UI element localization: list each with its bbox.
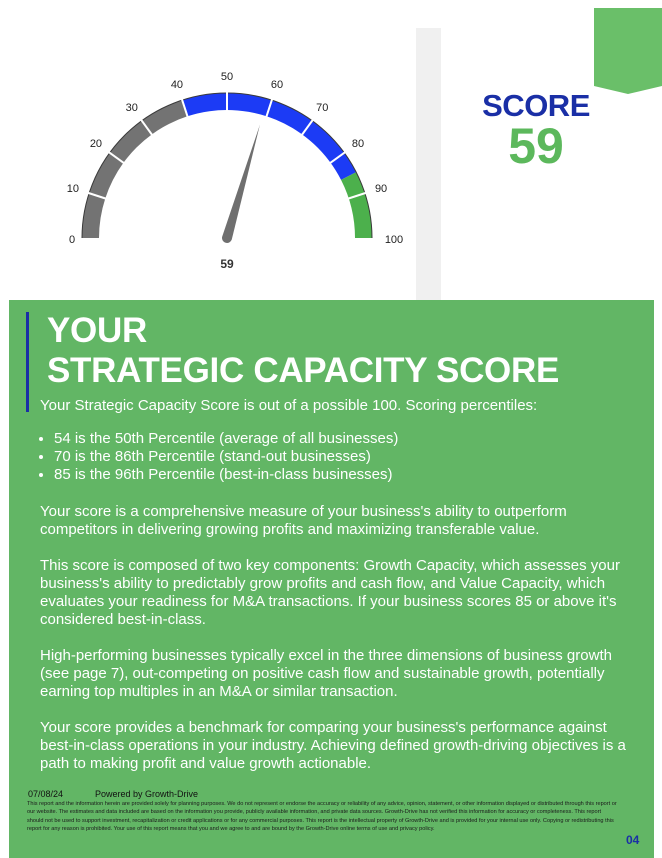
gauge-tick-label: 10 <box>66 182 80 195</box>
list-item: • 85 is the 96th Percentile (best-in-class businesses) <box>54 466 398 484</box>
list-item: • 70 is the 86th Percentile (stand-out businesses) <box>54 448 398 466</box>
gauge-outline <box>82 93 372 238</box>
score-gauge <box>50 60 410 275</box>
list-item: • 54 is the 50th Percentile (average of all businesses) <box>54 430 398 448</box>
title-line-2: STRATEGIC CAPACITY SCORE <box>47 351 560 390</box>
intro-text: Your Strategic Capacity Score is out of a possible 100. Scoring percentiles: <box>40 397 538 414</box>
footer-date: 07/08/24 <box>28 789 64 799</box>
gauge-value-label: 59 <box>220 257 234 271</box>
gauge-tick-label: 100 <box>384 234 404 246</box>
footer-disclaimer: This report and the information herein are provided solely for planning purposes. We do not represent or endorse the accuracy or reliability of any advice, opinion, statement, or other information displayed or distributed through this report or our website. The estimates and data included are based on the information you provide, publicly available information, and private data sources. Growth-Drive has not verified this information for accuracy or completeness. This report should not be used to support investment, recapitalization or credit applications or for any commercial purposes. This report is the intellectual property of Growth-Drive and is provided for your internal use only. Copying or redistributing this report for any reason is prohibited. Your use of this report means that you and we agree to and are bound by the Growth-Drive online terms of use and privacy policy. <box>27 801 617 833</box>
gauge-tick-label: 20 <box>89 137 103 150</box>
score-label: SCORE <box>482 88 590 123</box>
gauge-band-0 <box>82 100 187 238</box>
side-divider-strip <box>416 28 441 300</box>
score-value: 59 <box>508 118 564 174</box>
gauge-tick-label: 50 <box>220 71 234 83</box>
gauge-needle <box>222 125 260 243</box>
paragraph-high-performers: High-performing businesses typically excel in the three dimensions of business growth (see page 7), out-competing on positive cash flow and sustainable growth, potentially earning top multiples in an M&A or similar transaction. <box>40 647 612 700</box>
gauge-tick-label: 90 <box>374 182 388 195</box>
title-line-1: YOUR <box>47 311 147 350</box>
page-title <box>47 311 559 391</box>
gauge-tick-label: 70 <box>316 101 329 114</box>
paragraph-benchmark: Your score provides a benchmark for comparing your business's performance against best-in-class operations in your industry. Achieving defined growth-driving objectives is a path to making profit and value growth actionable. <box>40 719 626 772</box>
corner-tab-decoration <box>594 8 662 94</box>
gauge-band-2 <box>341 172 372 238</box>
gauge-tick-label: 30 <box>125 101 138 114</box>
paragraph-overview: Your score is a comprehensive measure of your business's ability to outperform competitors in delivering growing profits and maximizing transferable value. <box>40 503 567 538</box>
gauge-tick-label: 60 <box>270 78 284 91</box>
paragraph-components: This score is composed of two key components: Growth Capacity, which assesses your business's ability to predictably grow profits and cash flow, and Value Capacity, which evaluates your readiness for M&A transactions. If your business scores 85 or above it's considered best-in-class. <box>40 557 620 628</box>
footer-powered-by: Powered by Growth-Drive <box>95 789 199 799</box>
gauge-tick-label: 40 <box>170 78 184 91</box>
gauge-tick-label: 0 <box>68 234 76 246</box>
percentile-list <box>34 430 398 484</box>
page-number: 04 <box>626 833 640 847</box>
heading-accent-bar <box>26 312 29 412</box>
gauge-tick-label: 80 <box>351 137 365 150</box>
